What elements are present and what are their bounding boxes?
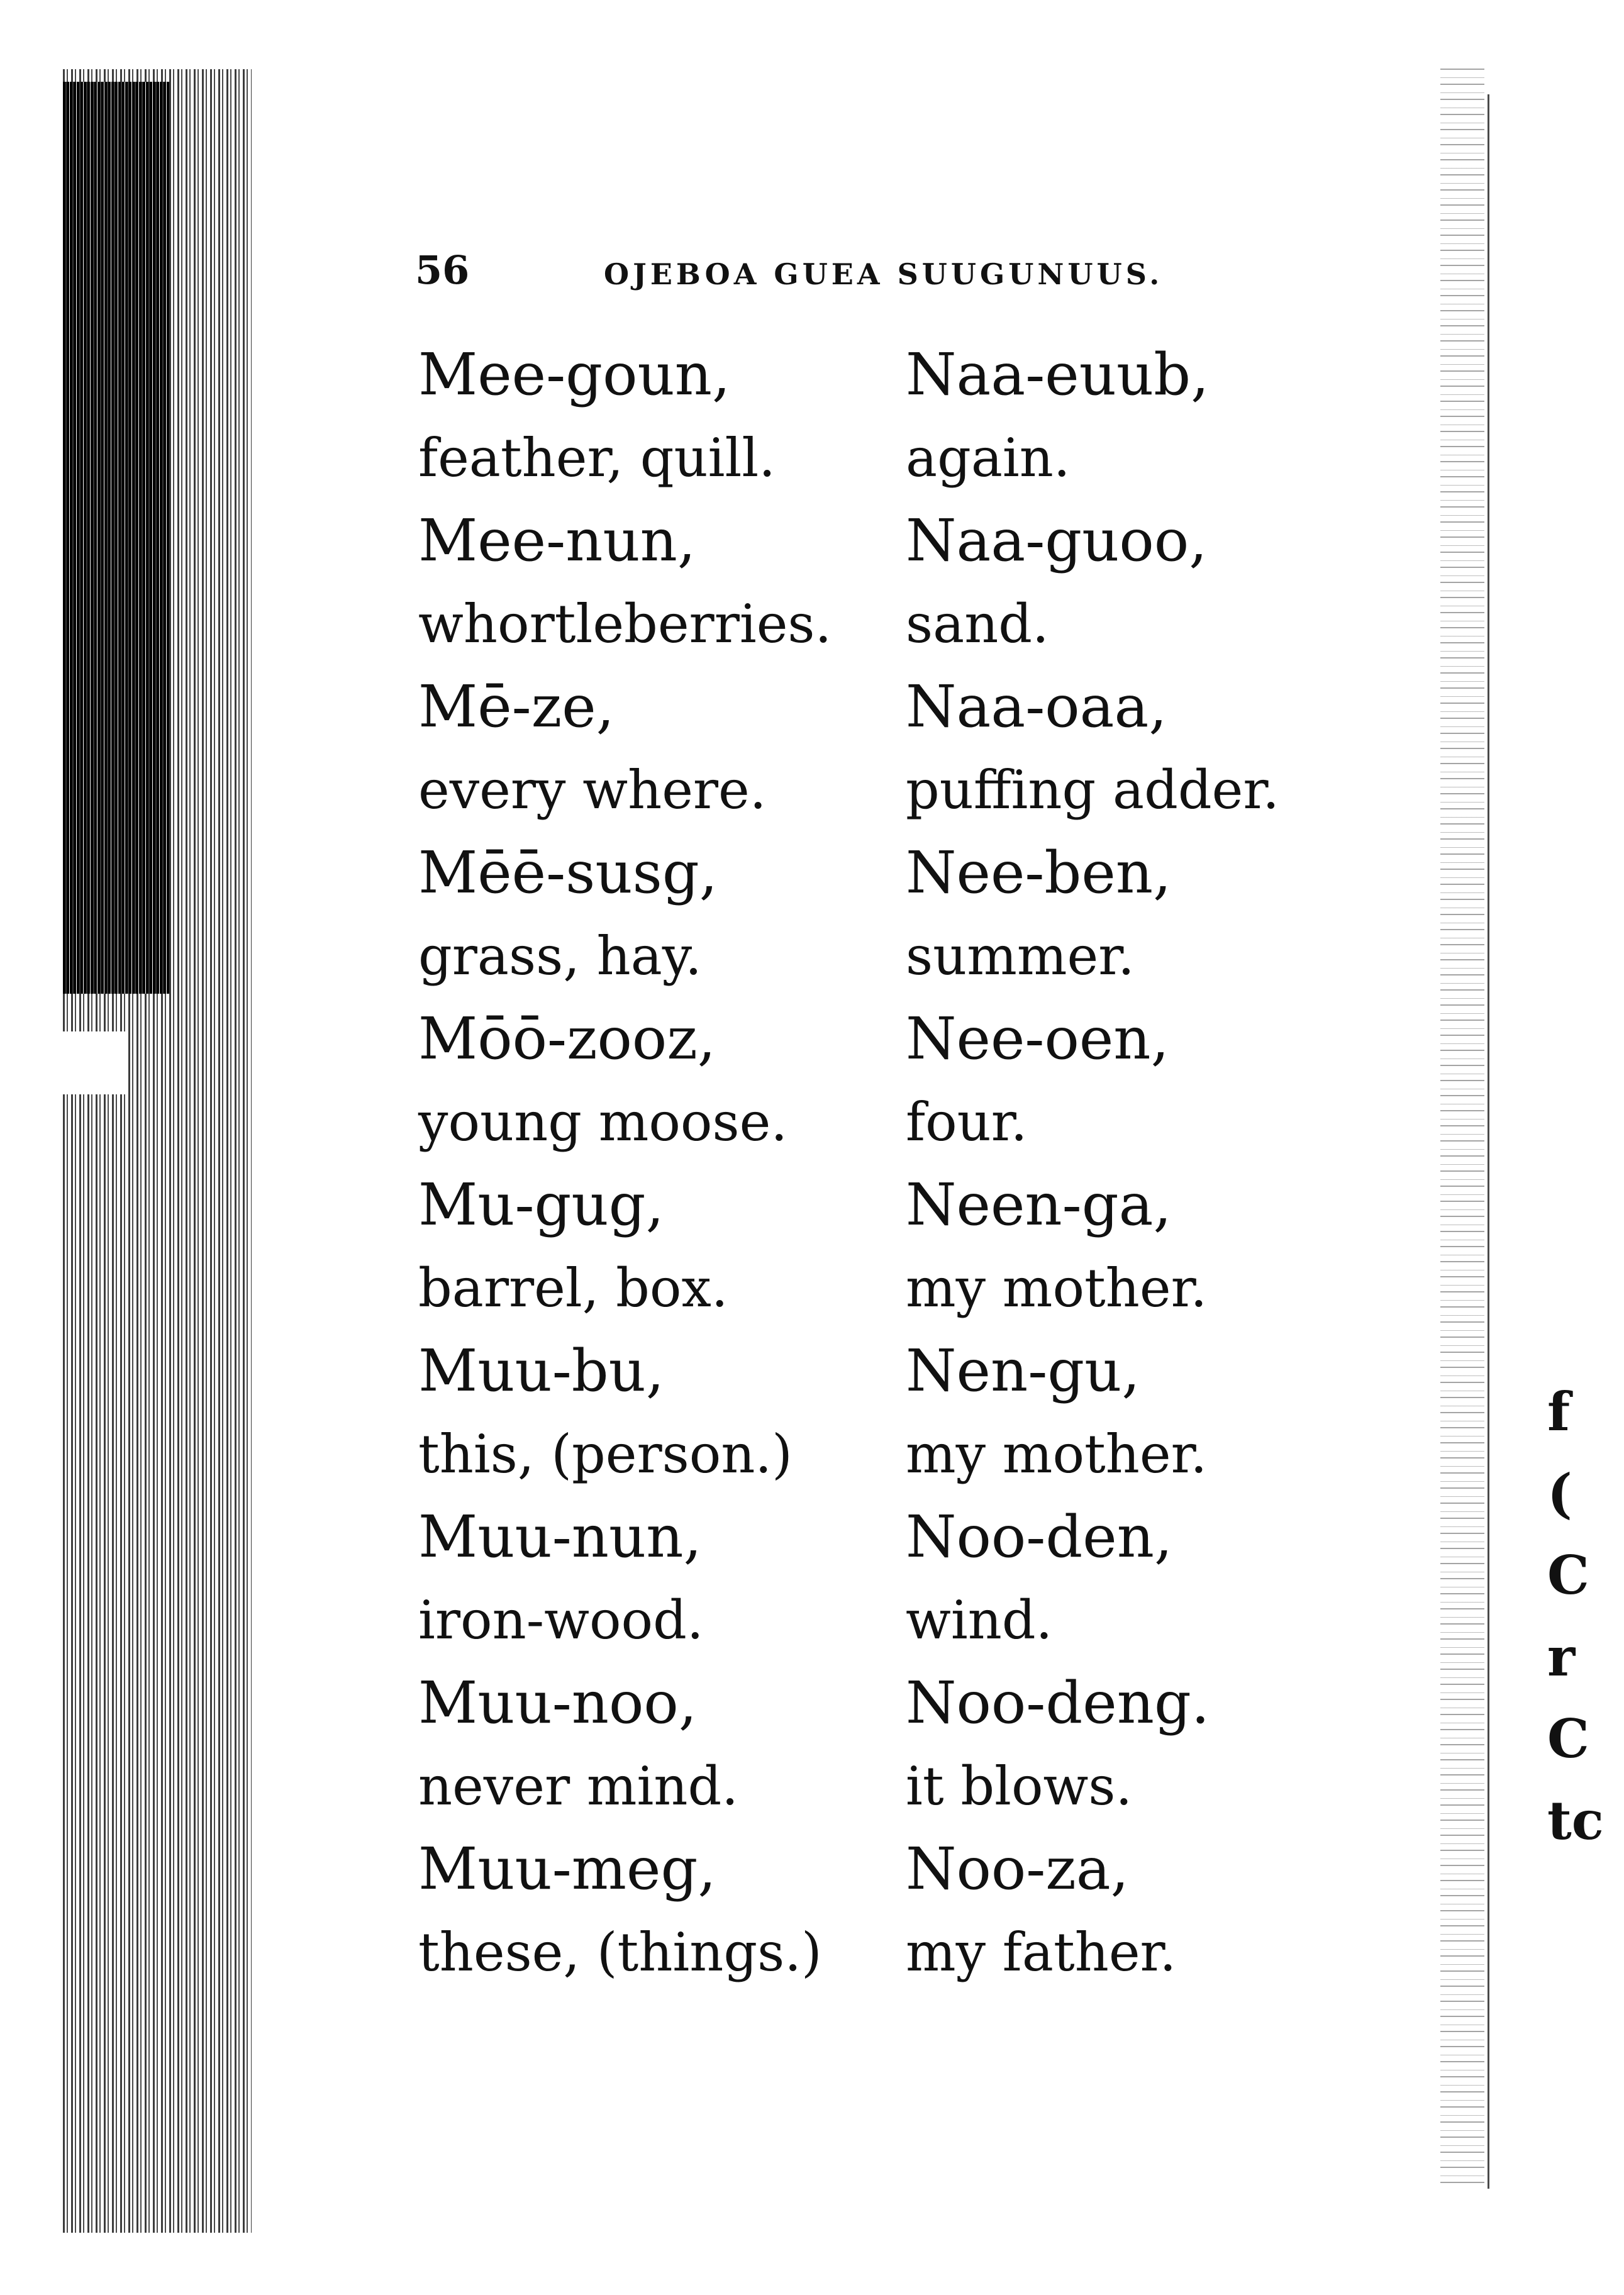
entry-term: Nee-oen,: [906, 1005, 1169, 1072]
list-item: [418, 1662, 831, 1828]
list-item: [418, 997, 831, 1164]
entry-term: Naa-euub,: [906, 341, 1210, 408]
list-item: [906, 1662, 1279, 1828]
facing-page-fragment: (: [1547, 1462, 1572, 1525]
entry-term: Mee-nun,: [418, 507, 696, 574]
page-edge-rule: [1488, 94, 1489, 2189]
entry-gloss: these, (things.): [418, 1921, 822, 1983]
page-header: [415, 239, 1359, 302]
list-item: [906, 1164, 1279, 1330]
list-item: [418, 1164, 831, 1330]
list-item: [418, 1330, 831, 1496]
list-item: [418, 499, 831, 665]
book-spine-dark-band: [63, 82, 170, 994]
entry-term: Noo-den,: [906, 1503, 1173, 1570]
entry-gloss: grass, hay.: [418, 925, 702, 987]
entry-term: Noo-za,: [906, 1835, 1129, 1903]
entry-gloss: iron-wood.: [418, 1589, 704, 1651]
entry-gloss: whortleberries.: [418, 593, 832, 655]
entry-term: Muu-bu,: [418, 1337, 665, 1404]
entry-gloss: my mother.: [906, 1423, 1208, 1485]
entry-gloss: every where.: [418, 759, 767, 821]
entry-term: Naa-guoo,: [906, 507, 1208, 574]
entry-gloss: sand.: [906, 593, 1049, 655]
entry-gloss: barrel, box.: [418, 1257, 728, 1319]
entry-gloss: my father.: [906, 1921, 1177, 1983]
running-title: OJEBOA GUEA SUUGUNUUS.: [604, 257, 1164, 291]
spine-gap: [63, 1031, 126, 1094]
entry-term: Muu-nun,: [418, 1503, 702, 1570]
list-item: [418, 1496, 831, 1662]
list-item: [906, 665, 1279, 831]
entry-term: Noo-deng.: [906, 1669, 1210, 1737]
facing-page-fragment: tc: [1547, 1789, 1604, 1852]
entry-gloss: four.: [906, 1091, 1028, 1153]
entry-term: Nee-ben,: [906, 839, 1172, 906]
list-item: [906, 1330, 1279, 1496]
entry-gloss: my mother.: [906, 1257, 1208, 1319]
entry-term: Mōō-zooz,: [418, 1005, 716, 1072]
entry-gloss: summer.: [906, 925, 1135, 987]
list-item: [906, 997, 1279, 1164]
list-item: [906, 1496, 1279, 1662]
facing-page-fragment: r: [1547, 1626, 1576, 1688]
entry-gloss: never mind.: [418, 1755, 738, 1817]
entry-gloss: it blows.: [906, 1755, 1133, 1817]
entry-term: Mee-goun,: [418, 341, 731, 408]
entry-term: Mēē-susg,: [418, 839, 718, 906]
list-item: [906, 499, 1279, 665]
facing-page-fragments: [1547, 1371, 1610, 1862]
entry-term: Nen-gu,: [906, 1337, 1140, 1404]
entry-term: Mu-gug,: [418, 1171, 664, 1238]
list-item: [418, 333, 831, 499]
facing-page-fragment: f: [1547, 1381, 1571, 1443]
list-item: [906, 333, 1279, 499]
page-edge-right: [1440, 63, 1484, 2189]
entry-gloss: puffing adder.: [906, 759, 1279, 821]
list-item: [906, 1828, 1279, 1994]
entry-term: Muu-noo,: [418, 1669, 698, 1737]
list-item: [418, 1828, 831, 1994]
entry-term: Neen-ga,: [906, 1171, 1172, 1238]
right-column: [906, 333, 1279, 1994]
entry-gloss: again.: [906, 427, 1071, 489]
left-column: [418, 333, 831, 1994]
entry-gloss: young moose.: [418, 1091, 788, 1153]
entry-term: Mē-ze,: [418, 673, 615, 740]
page-number: 56: [415, 247, 470, 293]
list-item: [906, 831, 1279, 997]
facing-page-fragment: C: [1547, 1544, 1589, 1606]
entry-gloss: this, (person.): [418, 1423, 793, 1485]
entry-gloss: feather, quill.: [418, 427, 776, 489]
facing-page-fragment: C: [1547, 1708, 1589, 1770]
list-item: [418, 665, 831, 831]
entry-term: Muu-meg,: [418, 1835, 716, 1903]
list-item: [418, 831, 831, 997]
entry-term: Naa-oaa,: [906, 673, 1167, 740]
entry-gloss: wind.: [906, 1589, 1053, 1651]
